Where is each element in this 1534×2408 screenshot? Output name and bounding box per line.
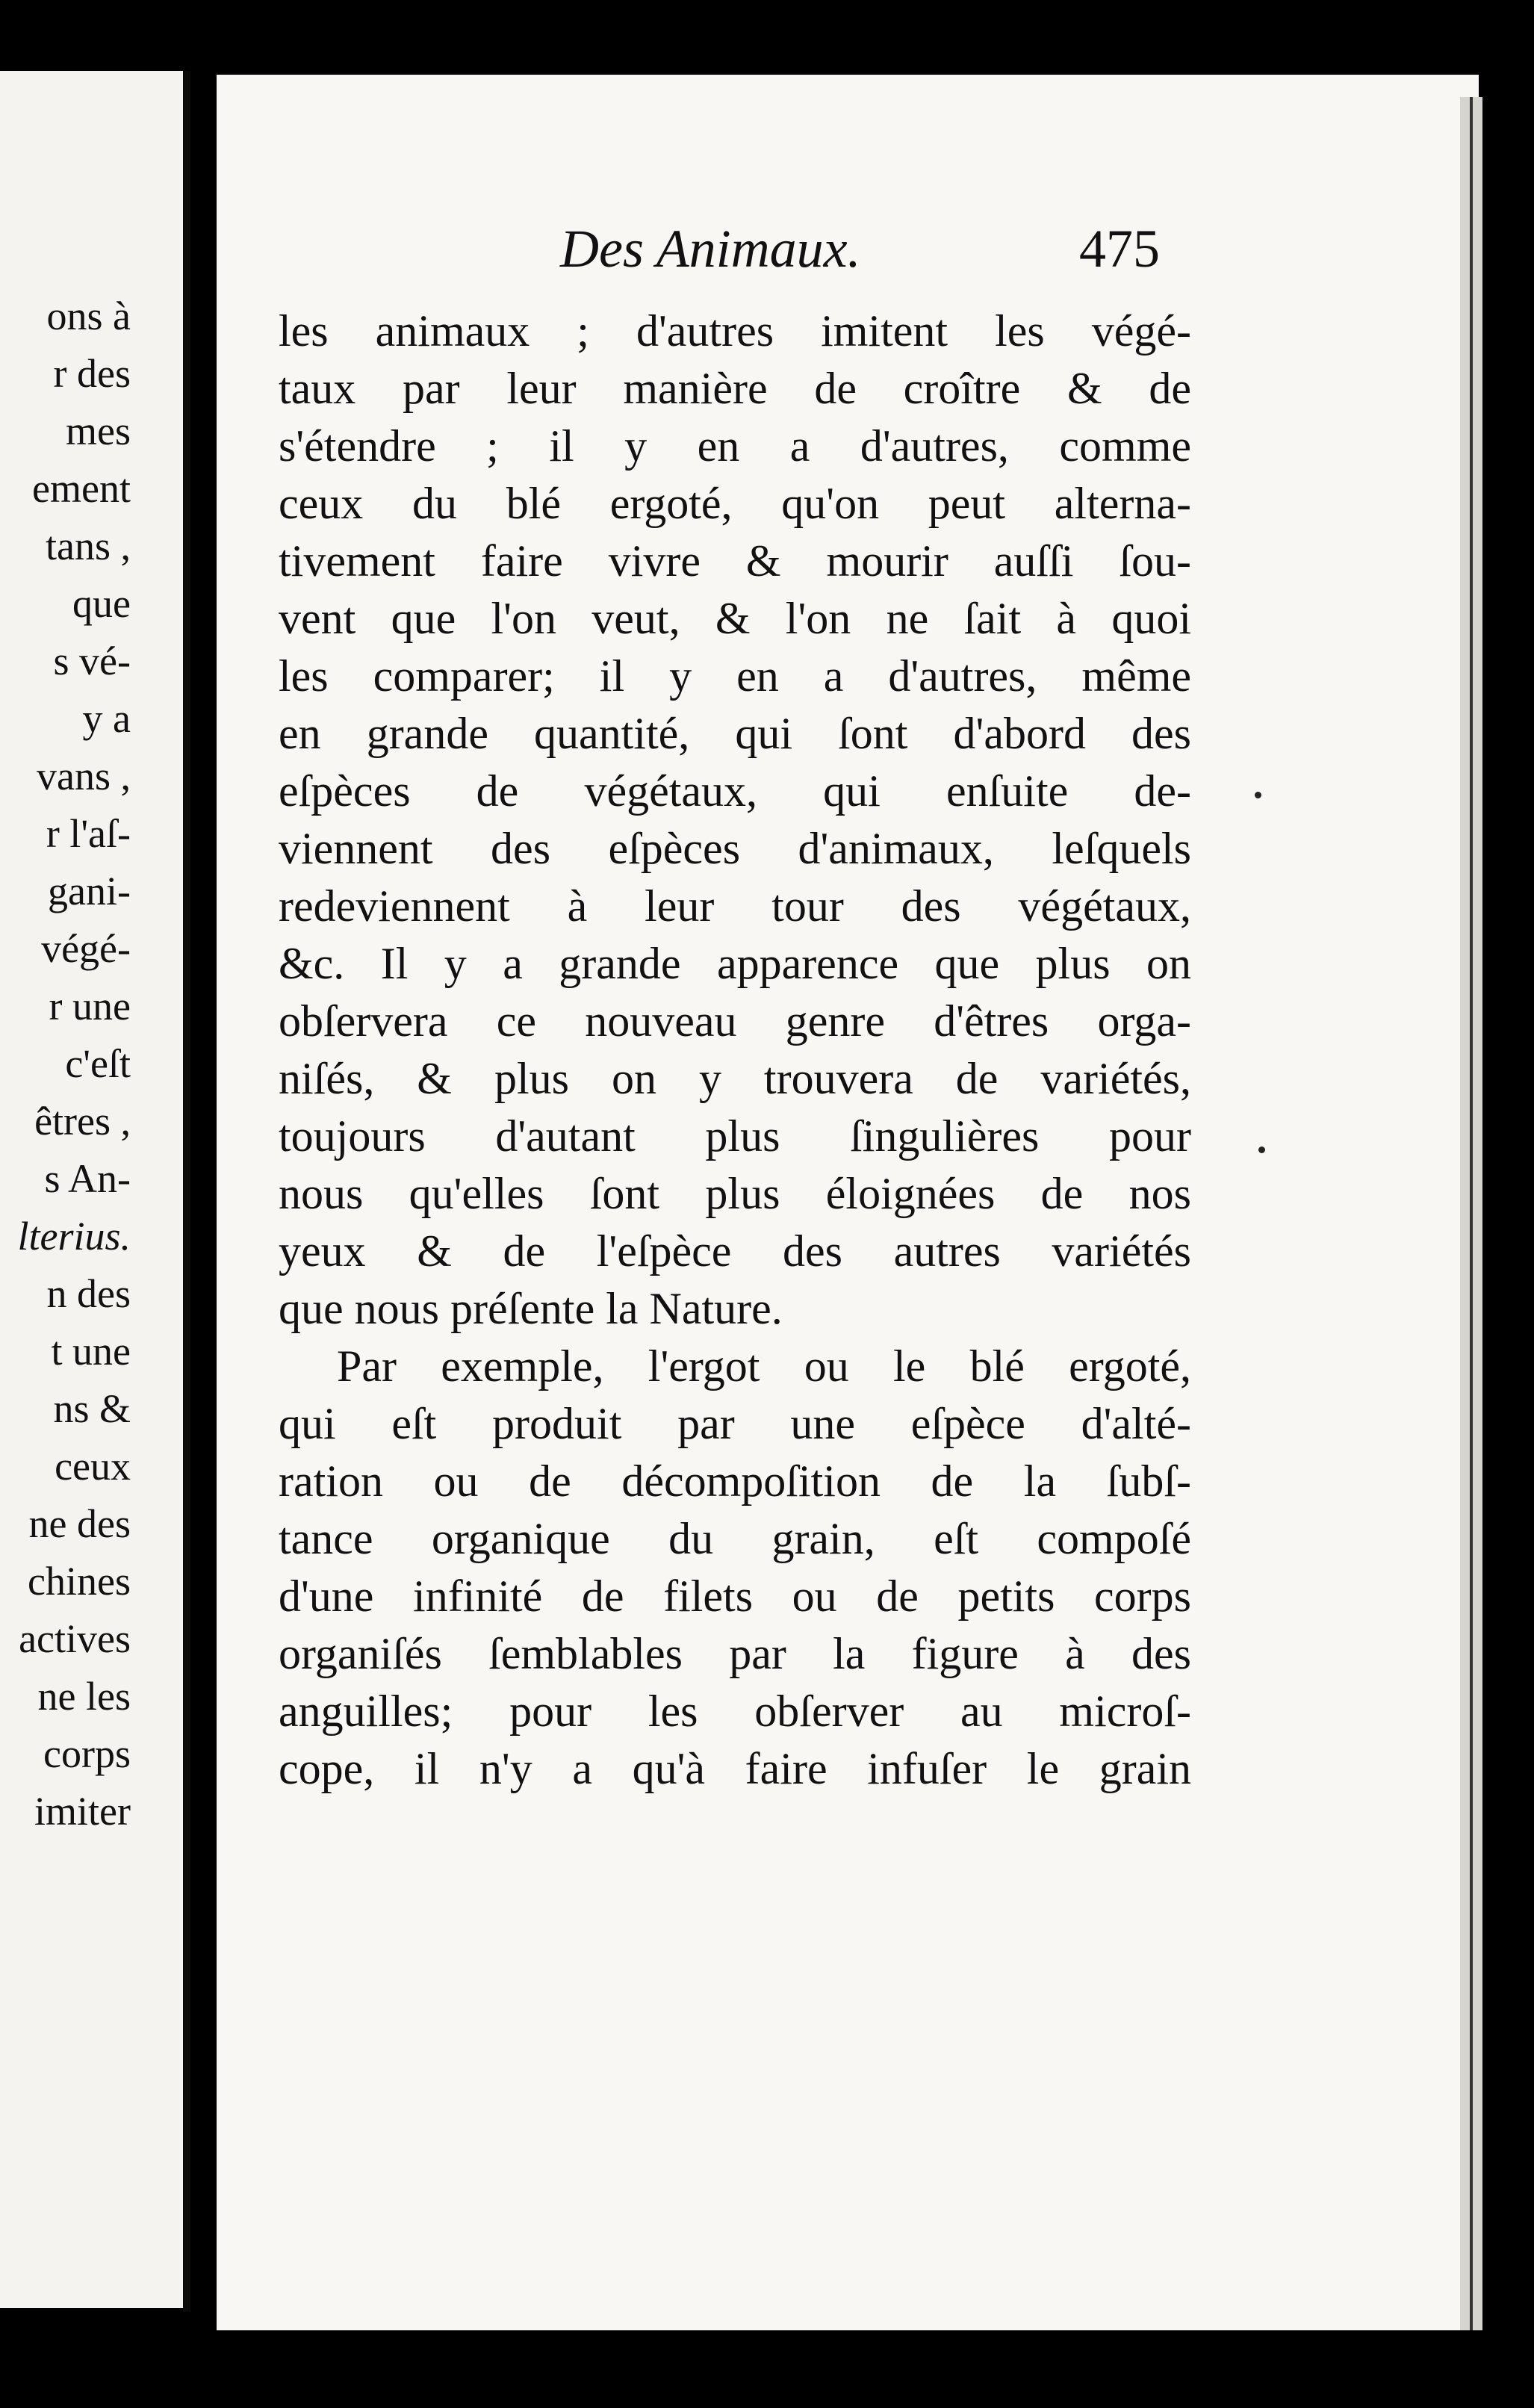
left-line: r l'aſ- — [46, 811, 131, 856]
text-line: les animaux ; d'autres imitent les végé- — [279, 306, 1191, 356]
left-line: y a — [82, 696, 131, 741]
left-line: s vé- — [53, 639, 131, 683]
text-line: organiſés ſemblables par la figure à des — [279, 1629, 1191, 1678]
left-line: gani- — [48, 869, 131, 913]
text-line: que nous préſente la Nature. — [279, 1284, 783, 1333]
text-line: anguilles; pour les obſerver au microſ- — [279, 1686, 1191, 1736]
text-line: redeviennent à leur tour des végétaux, — [279, 881, 1191, 931]
left-line: r une — [49, 984, 131, 1028]
page-edge-line — [1470, 97, 1473, 2330]
text-line: tivement faire vivre & mourir auſſi ſou- — [279, 536, 1191, 586]
left-line: mes — [66, 409, 131, 453]
gutter — [183, 71, 190, 2312]
left-line: êtres , — [34, 1099, 131, 1144]
text-line: ceux du blé ergoté, qu'on peut alterna- — [279, 479, 1191, 528]
left-line: ne les — [37, 1674, 131, 1719]
body-text — [279, 302, 1191, 1798]
text-line: &c. Il y a grande apparence que plus on — [279, 939, 1191, 988]
page-number: 475 — [1079, 219, 1160, 279]
text-line: toujours d'autant plus ſingulières pour — [279, 1111, 1191, 1161]
text-line: vent que l'on veut, & l'on ne ſait à quoi — [279, 594, 1191, 643]
text-line: qui eſt produit par une eſpèce d'alté- — [279, 1399, 1191, 1448]
speck — [1255, 792, 1261, 798]
text-line: taux par leur manière de croître & de — [279, 364, 1191, 413]
text-line: Par exemple, l'ergot ou le blé ergoté, — [337, 1341, 1191, 1391]
text-line: eſpèces de végétaux, qui enſuite de- — [279, 766, 1191, 816]
left-line: s An- — [44, 1156, 131, 1201]
text-line: d'une infinité de filets ou de petits corps — [279, 1571, 1191, 1621]
left-line: chines — [28, 1559, 131, 1604]
text-line: nous qu'elles ſont plus éloignées de nos — [279, 1169, 1191, 1218]
left-line: imiter — [34, 1789, 131, 1834]
left-line: que — [72, 581, 131, 626]
left-line: actives — [19, 1616, 131, 1661]
running-head: Des Animaux. — [560, 219, 861, 279]
text-line: en grande quantité, qui ſont d'abord des — [279, 709, 1191, 758]
left-line: ns & — [53, 1386, 131, 1431]
text-line: cope, il n'y a qu'à faire infuſer le grain — [279, 1744, 1191, 1793]
text-line: niſés, & plus on y trouvera de variétés, — [279, 1054, 1191, 1103]
left-line: ons à — [46, 294, 131, 338]
left-line: c'eſt — [65, 1041, 131, 1086]
text-line: les comparer; il y en a d'autres, même — [279, 651, 1191, 701]
left-line: n des — [46, 1271, 131, 1316]
text-line: viennent des eſpèces d'animaux, leſquels — [279, 824, 1191, 873]
left-page-text — [0, 288, 131, 1840]
left-page — [0, 71, 183, 2308]
left-line: t une — [51, 1329, 131, 1374]
left-line: ne des — [28, 1501, 131, 1546]
left-line: vans , — [37, 754, 131, 798]
left-line: tans , — [46, 524, 131, 568]
speck — [1258, 1146, 1265, 1153]
text-line: obſervera ce nouveau genre d'êtres orga- — [279, 996, 1191, 1046]
text-line: tance organique du grain, eſt compoſé — [279, 1514, 1191, 1563]
left-line: végé- — [41, 926, 131, 971]
left-line: ement — [32, 466, 131, 511]
text-line: ration ou de décompoſition de la ſubſ- — [279, 1456, 1191, 1506]
left-line: ceux — [55, 1444, 131, 1489]
text-line: s'étendre ; il y en a d'autres, comme — [279, 421, 1191, 471]
left-line: r des — [53, 351, 131, 396]
left-line: corps — [43, 1731, 131, 1776]
text-line: yeux & de l'eſpèce des autres variétés — [279, 1226, 1191, 1276]
left-line: lterius. — [17, 1214, 131, 1259]
